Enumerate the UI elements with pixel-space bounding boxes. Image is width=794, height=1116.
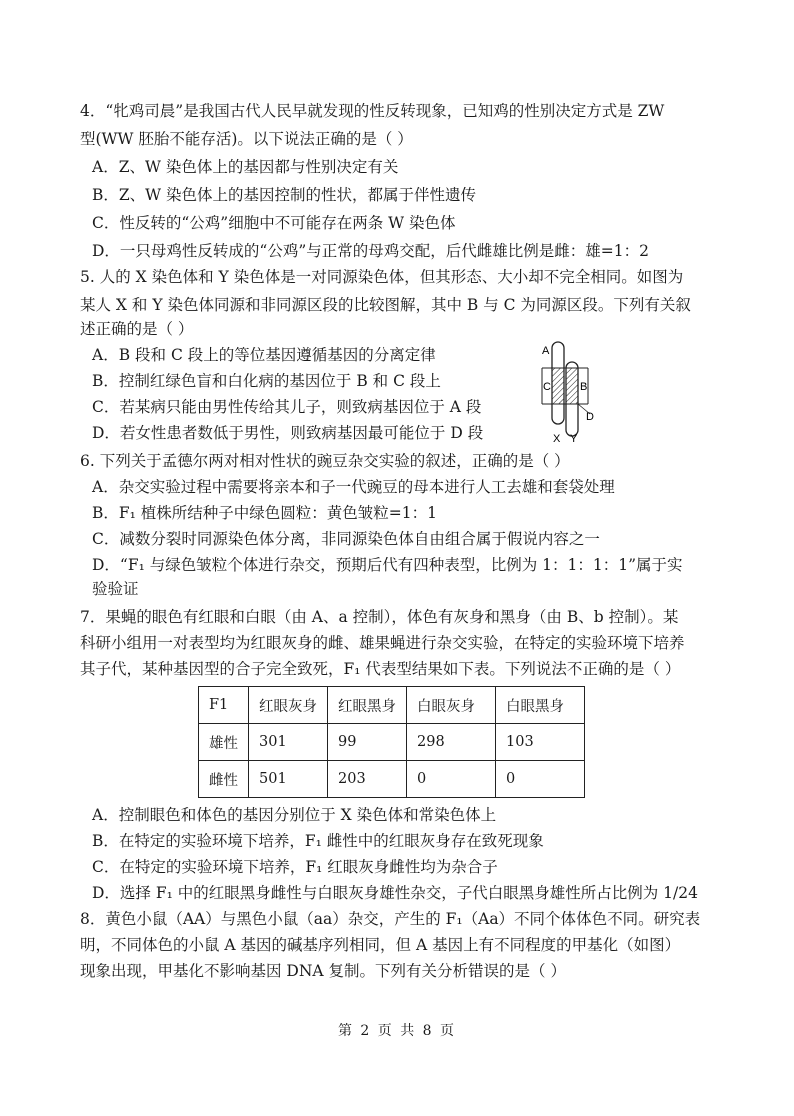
q7-option-b: B．在特定的实验环境下培养，F₁ 雌性中的红眼灰身存在致死现象: [92, 832, 544, 850]
table-header-cell: 白眼灰身: [407, 687, 496, 724]
q7-option-d: D．选择 F₁ 中的红眼黑身雌性与白眼灰身雄性杂交，子代白眼黑身雄性所占比例为 1/24: [92, 884, 698, 902]
table-cell: 103: [496, 724, 585, 761]
xy-chromosome-diagram: [528, 338, 608, 448]
label-y: Y: [570, 433, 578, 445]
q7-stem-line-2: 科研小组用一对表型均为红眼灰身的雌、雄果蝇进行杂交实验，在特定的实验环境下培养: [80, 634, 685, 652]
table-header-cell: 红眼黑身: [328, 687, 407, 724]
region-b: [566, 368, 578, 404]
q4-option-a: A．Z、W 染色体上的基因都与性别决定有关: [92, 158, 399, 176]
table-header-cell: 红眼灰身: [249, 687, 328, 724]
label-a: A: [542, 345, 550, 357]
q6-option-d-line-1: D．“F₁ 与绿色皱粒个体进行杂交，预期后代有四种表型，比例为 1：1：1：1”属于实: [92, 556, 683, 574]
label-b: B: [580, 381, 588, 393]
table-row: [199, 724, 585, 761]
q6-stem-line-1: 6. 下列关于孟德尔两对相对性状的豌豆杂交实验的叙述，正确的是（ ）: [80, 452, 570, 470]
table-header-cell: 白眼黑身: [496, 687, 585, 724]
region-c: [552, 368, 564, 404]
label-x: X: [553, 433, 561, 445]
table-cell: 雄性: [199, 724, 249, 761]
q7-option-a: A．控制眼色和体色的基因分别位于 X 染色体和常染色体上: [92, 806, 497, 824]
q5-option-a: A．B 段和 C 段上的等位基因遵循基因的分离定律: [92, 346, 436, 364]
q5-option-c: C．若某病只能由男性传给其儿子，则致病基因位于 A 段: [92, 398, 482, 416]
q8-stem-line-1: 8．黄色小鼠（AA）与黑色小鼠（aa）杂交，产生的 F₁（Aa）不同个体体色不同。研究表: [80, 910, 701, 928]
table-row: [199, 761, 585, 798]
table-header-cell: F1: [199, 687, 249, 724]
q4-option-c: C．性反转的“公鸡”细胞中不可能存在两条 W 染色体: [92, 214, 456, 232]
table-cell: 雌性: [199, 761, 249, 798]
q6-option-b: B．F₁ 植株所结种子中绿色圆粒：黄色皱粒=1：1: [92, 504, 437, 522]
q6-option-d-line-2: 验验证: [92, 580, 139, 598]
f1-results-table: [198, 686, 585, 798]
q5-option-b: B．控制红绿色盲和白化病的基因位于 B 和 C 段上: [92, 372, 441, 390]
table-header-row: [199, 687, 585, 724]
q5-stem-line-2: 某人 X 和 Y 染色体同源和非同源区段的比较图解，其中 B 与 C 为同源区段。下列有关叙: [80, 296, 691, 314]
q8-stem-line-2: 明，不同体色的小鼠 A 基因的碱基序列相同，但 A 基因上有不同程度的甲基化（如图）: [80, 936, 681, 954]
q5-stem-line-1: 5. 人的 X 染色体和 Y 染色体是一对同源染色体，但其形态、大小却不完全相同。如图为: [80, 268, 684, 286]
table-cell: 501: [249, 761, 328, 798]
table-cell: 301: [249, 724, 328, 761]
q8-stem-line-3: 现象出现，甲基化不影响基因 DNA 复制。下列有关分析错误的是（ ）: [80, 962, 566, 980]
page-number-footer: 第 2 页 共 8 页: [337, 1023, 457, 1039]
label-d: D: [586, 411, 594, 423]
table-cell: 0: [496, 761, 585, 798]
q7-stem-line-1: 7．果蝇的眼色有红眼和白眼（由 A、a 控制），体色有灰身和黑身（由 B、b 控制）。某: [80, 608, 679, 626]
q4-option-b: B．Z、W 染色体上的基因控制的性状，都属于伴性遗传: [92, 186, 477, 204]
q4-stem-line-1: 4．“牝鸡司晨”是我国古代人民早就发现的性反转现象，已知鸡的性别决定方式是 ZW: [80, 102, 665, 120]
q7-option-c: C．在特定的实验环境下培养，F₁ 红眼灰身雌性均为杂合子: [92, 858, 498, 876]
table-cell: 203: [328, 761, 407, 798]
q6-option-a: A．杂交实验过程中需要将亲本和子一代豌豆的母本进行人工去雄和套袋处理: [92, 478, 615, 496]
table-cell: 0: [407, 761, 496, 798]
q4-option-d: D．一只母鸡性反转成的“公鸡”与正常的母鸡交配，后代雌雄比例是雌：雄=1：2: [92, 242, 649, 260]
q5-stem-line-3: 述正确的是（ ）: [80, 320, 194, 338]
label-c: C: [543, 381, 551, 393]
table-cell: 298: [407, 724, 496, 761]
table-cell: 99: [328, 724, 407, 761]
q7-stem-line-3: 其子代，某种基因型的合子完全致死，F₁ 代表型结果如下表。下列说法不正确的是（ ）: [80, 660, 681, 678]
q5-option-d: D．若女性患者数低于男性，则致病基因最可能位于 D 段: [92, 424, 484, 442]
q6-option-c: C．减数分裂时同源染色体分离，非同源染色体自由组合属于假说内容之一: [92, 530, 600, 548]
q4-stem-line-2: 型(WW 胚胎不能存活)。以下说法正确的是（ ）: [80, 130, 413, 148]
